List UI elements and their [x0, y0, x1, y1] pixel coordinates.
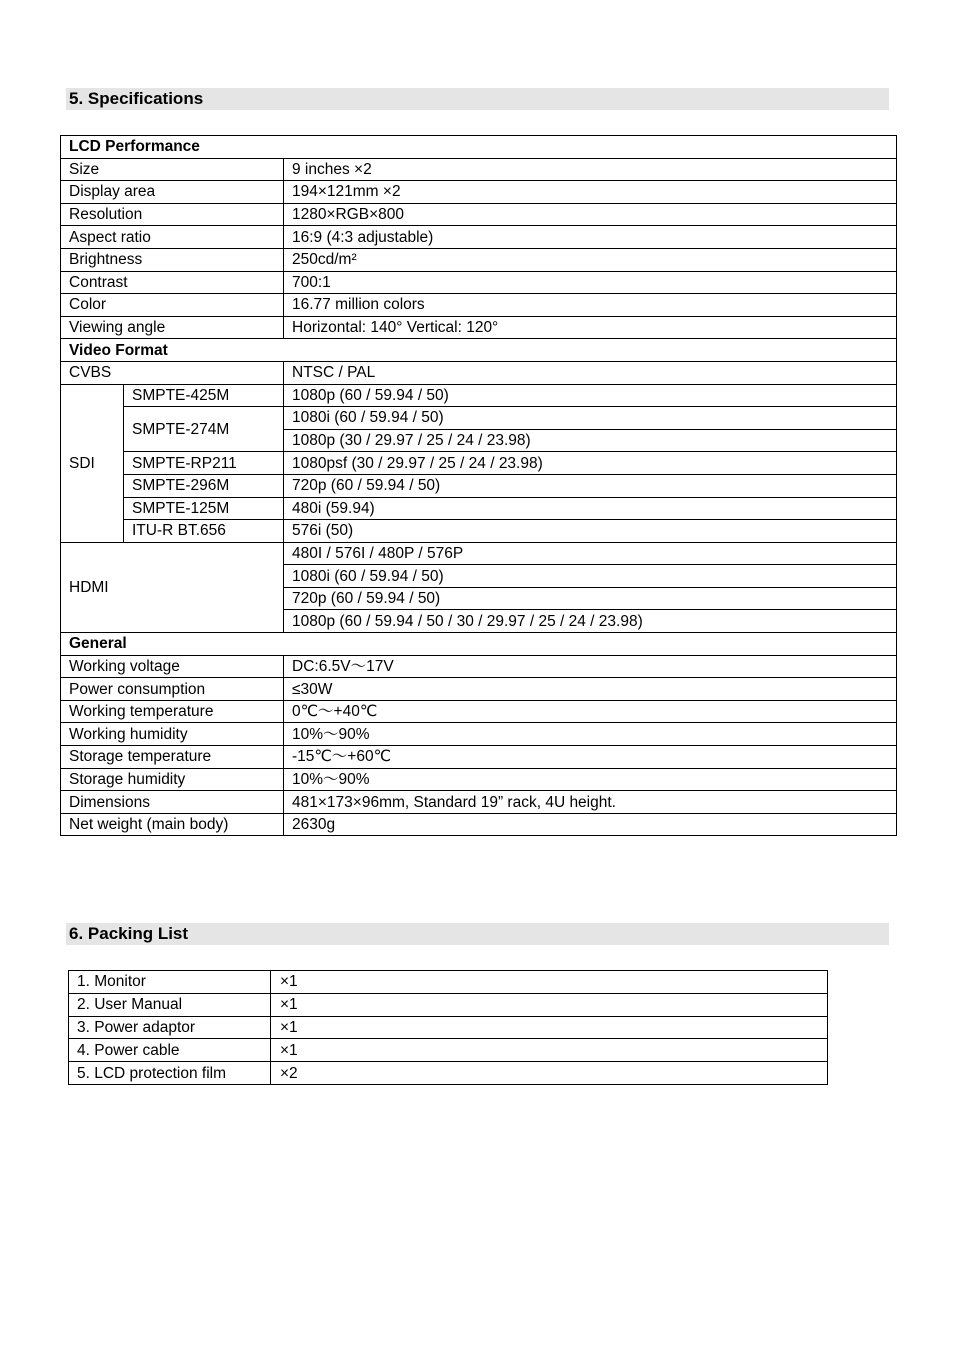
spec-value: ≤30W [284, 678, 897, 701]
spec-value: -15℃～+60℃ [284, 746, 897, 769]
table-row [61, 339, 897, 362]
spec-value: 1080i (60 / 59.94 / 50) [284, 407, 897, 430]
packing-list-heading: 6. Packing List [66, 923, 889, 945]
spec-value: 1080psf (30 / 29.97 / 25 / 24 / 23.98) [284, 452, 897, 475]
table-row [61, 678, 897, 701]
table-row [61, 655, 897, 678]
sdi-standard: ITU-R BT.656 [124, 520, 284, 543]
spec-value: Horizontal: 140° Vertical: 120° [284, 316, 897, 339]
spec-label: Size [61, 158, 284, 181]
sdi-standard: SMPTE-274M [124, 407, 284, 452]
spec-value: 1280×RGB×800 [284, 203, 897, 226]
spec-value: 0℃～+40℃ [284, 700, 897, 723]
spec-value: 194×121mm ×2 [284, 181, 897, 204]
spec-value: 16:9 (4:3 adjustable) [284, 226, 897, 249]
table-row [69, 993, 828, 1016]
packing-quantity: ×1 [271, 971, 828, 994]
specifications-heading: 5. Specifications [66, 88, 889, 110]
spec-label: Working humidity [61, 723, 284, 746]
sdi-label: SDI [61, 384, 124, 542]
table-row [61, 723, 897, 746]
spec-label: Contrast [61, 271, 284, 294]
spec-label: Aspect ratio [61, 226, 284, 249]
table-row [69, 1062, 828, 1085]
table-row [61, 474, 897, 497]
table-row [61, 452, 897, 475]
spec-value: 700:1 [284, 271, 897, 294]
spec-label: CVBS [61, 361, 284, 384]
table-row [61, 791, 897, 814]
table-row [61, 384, 897, 407]
packing-item: 2. User Manual [69, 993, 271, 1016]
specifications-table [60, 135, 897, 836]
spec-value: 480I / 576I / 480P / 576P [284, 542, 897, 565]
spec-value: 16.77 million colors [284, 294, 897, 317]
spec-label: Resolution [61, 203, 284, 226]
sdi-standard: SMPTE-RP211 [124, 452, 284, 475]
spec-value: 10%～90% [284, 768, 897, 791]
sdi-standard: SMPTE-425M [124, 384, 284, 407]
spec-value: 1080p (60 / 59.94 / 50 / 30 / 29.97 / 25 / 24 / 23.98) [284, 610, 897, 633]
table-row [61, 542, 897, 565]
spec-label: Storage humidity [61, 768, 284, 791]
spec-label: Viewing angle [61, 316, 284, 339]
section-header-video: Video Format [61, 339, 897, 362]
table-row [61, 633, 897, 656]
packing-quantity: ×1 [271, 1016, 828, 1039]
table-row [69, 971, 828, 994]
spec-label: Brightness [61, 248, 284, 271]
spec-label: Working temperature [61, 700, 284, 723]
packing-item: 5. LCD protection film [69, 1062, 271, 1085]
spec-label: Storage temperature [61, 746, 284, 769]
packing-quantity: ×2 [271, 1062, 828, 1085]
spec-value: DC:6.5V～17V [284, 655, 897, 678]
table-row [61, 520, 897, 543]
table-row [61, 203, 897, 226]
table-row [61, 136, 897, 159]
spec-label: Color [61, 294, 284, 317]
section-header-lcd: LCD Performance [61, 136, 897, 159]
spec-value: 1080i (60 / 59.94 / 50) [284, 565, 897, 588]
table-row [61, 248, 897, 271]
table-row [61, 361, 897, 384]
sdi-standard: SMPTE-125M [124, 497, 284, 520]
packing-quantity: ×1 [271, 1039, 828, 1062]
packing-quantity: ×1 [271, 993, 828, 1016]
packing-item: 4. Power cable [69, 1039, 271, 1062]
table-row [69, 1016, 828, 1039]
table-row [61, 407, 897, 430]
table-row [61, 746, 897, 769]
spec-label: Working voltage [61, 655, 284, 678]
table-row [61, 226, 897, 249]
spec-value: NTSC / PAL [284, 361, 897, 384]
table-row [61, 181, 897, 204]
spec-label: Power consumption [61, 678, 284, 701]
table-row [61, 158, 897, 181]
spec-value: 576i (50) [284, 520, 897, 543]
table-row [61, 700, 897, 723]
spec-value: 1080p (60 / 59.94 / 50) [284, 384, 897, 407]
packing-list-table [68, 970, 828, 1085]
table-row [61, 813, 897, 836]
spec-label: Dimensions [61, 791, 284, 814]
spec-value: 2630g [284, 813, 897, 836]
packing-item: 1. Monitor [69, 971, 271, 994]
spec-value: 481×173×96mm, Standard 19” rack, 4U height. [284, 791, 897, 814]
section-header-general: General [61, 633, 897, 656]
spec-label: Net weight (main body) [61, 813, 284, 836]
spec-value: 720p (60 / 59.94 / 50) [284, 474, 897, 497]
hdmi-label: HDMI [61, 542, 284, 632]
packing-item: 3. Power adaptor [69, 1016, 271, 1039]
table-row [61, 294, 897, 317]
spec-value: 480i (59.94) [284, 497, 897, 520]
table-row [69, 1039, 828, 1062]
spec-label: Display area [61, 181, 284, 204]
table-row [61, 497, 897, 520]
table-row [61, 316, 897, 339]
spec-value: 720p (60 / 59.94 / 50) [284, 587, 897, 610]
spec-value: 10%～90% [284, 723, 897, 746]
table-row [61, 271, 897, 294]
sdi-standard: SMPTE-296M [124, 474, 284, 497]
table-row [61, 768, 897, 791]
spec-value: 1080p (30 / 29.97 / 25 / 24 / 23.98) [284, 429, 897, 452]
spec-value: 9 inches ×2 [284, 158, 897, 181]
spec-value: 250cd/m² [284, 248, 897, 271]
